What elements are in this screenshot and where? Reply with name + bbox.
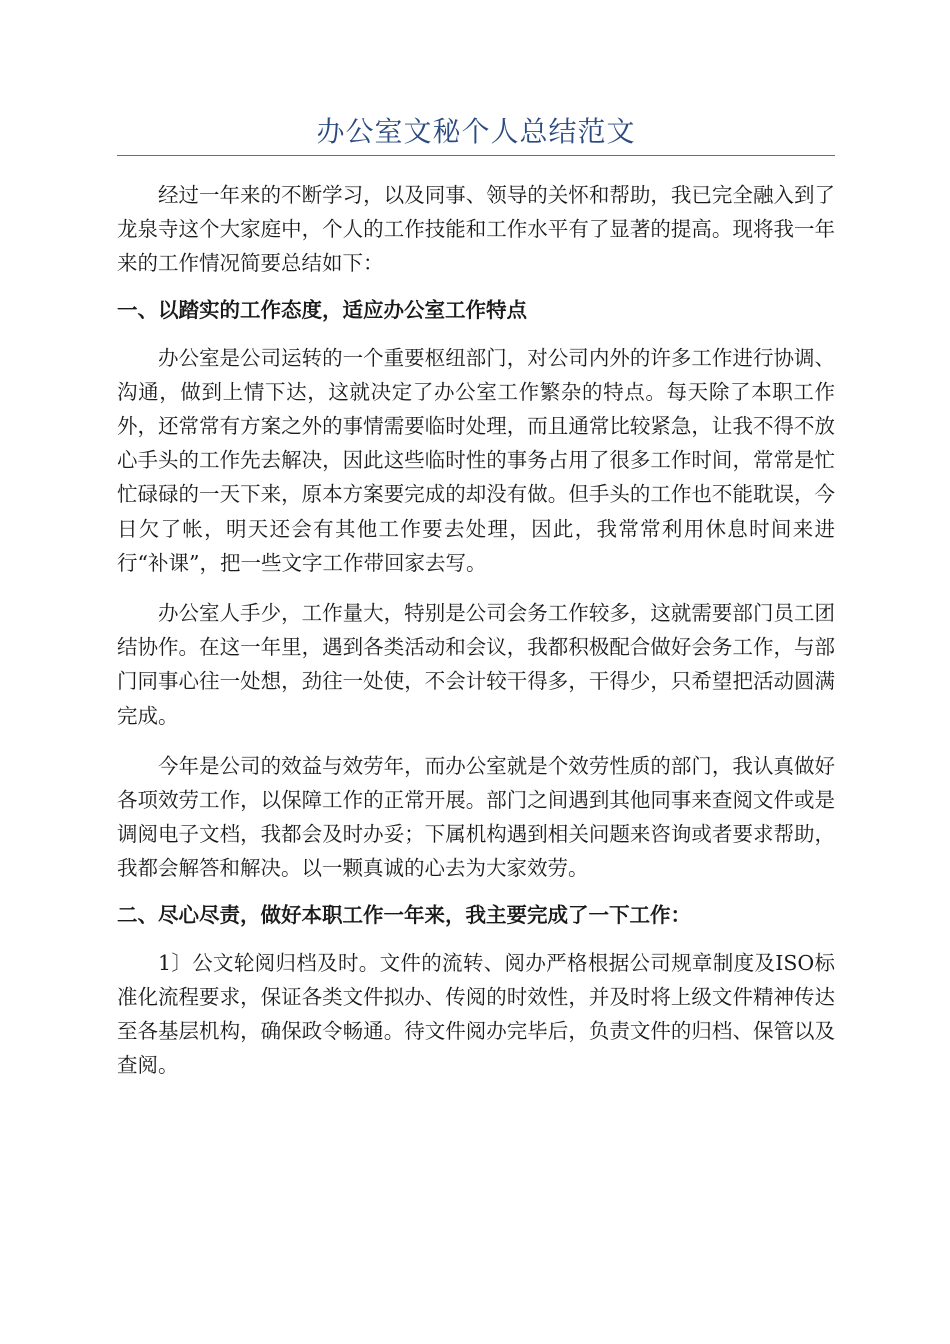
section-1-heading: 一、以踏实的工作态度，适应办公室工作特点 xyxy=(117,297,527,322)
section-1-paragraph-3: 今年是公司的效益与效劳年，而办公室就是个效劳性质的部门，我认真做好各项效劳工作，以保障工作的正常开展。部门之间遇到其他同事来查阅文件或是调阅电子文档，我都会及时办妥；下属机构遇到相关问题来咨询或者要求帮助，我都会解答和解决。以一颗真诚的心去为大家效劳。 xyxy=(117,753,835,881)
section-1-paragraph-2: 办公室人手少，工作量大，特别是公司会务工作较多，这就需要部门员工团结协作。在这一年里，遇到各类活动和会议，我都积极配合做好会务工作，与部门同事心往一处想，劲往一处使，不会计较干得多，干得少，只希望把活动圆满完成。 xyxy=(117,601,835,728)
document-title: 办公室文秘个人总结范文 xyxy=(316,115,636,148)
section-2-paragraph-1: 1〕公文轮阅归档及时。文件的流转、阅办严格根据公司规章制度及ISO标准化流程要求，保证各类文件拟办、传阅的时效性，并及时将上级文件精神传达至各基层机构，确保政令畅通。待文件阅办完毕后，负责文件的归档、保管以及查阅。 xyxy=(117,950,835,1078)
intro-paragraph: 经过一年来的不断学习，以及同事、领导的关怀和帮助，我已完全融入到了龙泉寺这个大家庭中，个人的工作技能和工作水平有了显著的提高。现将我一年来的工作情况简要总结如下： xyxy=(117,183,835,276)
document-page xyxy=(117,0,835,1082)
title-underline xyxy=(117,155,835,156)
section-2-heading: 二、尽心尽责，做好本职工作一年来，我主要完成了一下工作： xyxy=(117,902,691,927)
section-1-paragraph-1: 办公室是公司运转的一个重要枢纽部门，对公司内外的许多工作进行协调、沟通，做到上情下达，这就决定了办公室工作繁杂的特点。每天除了本职工作外，还常常有方案之外的事情需要临时处理，而且通常比较紧急，让我不得不放心手头的工作先去解决，因此这些临时性的事务占用了很多工作时间，常常是忙忙碌碌的一天下来，原本方案要完成的却没有做。但手头的工作也不能耽误，今日欠了帐，明天还会有其他工作要去处理，因此，我常常利用休息时间来进行“补课”，把一些文字工作带回家去写。 xyxy=(117,345,835,575)
